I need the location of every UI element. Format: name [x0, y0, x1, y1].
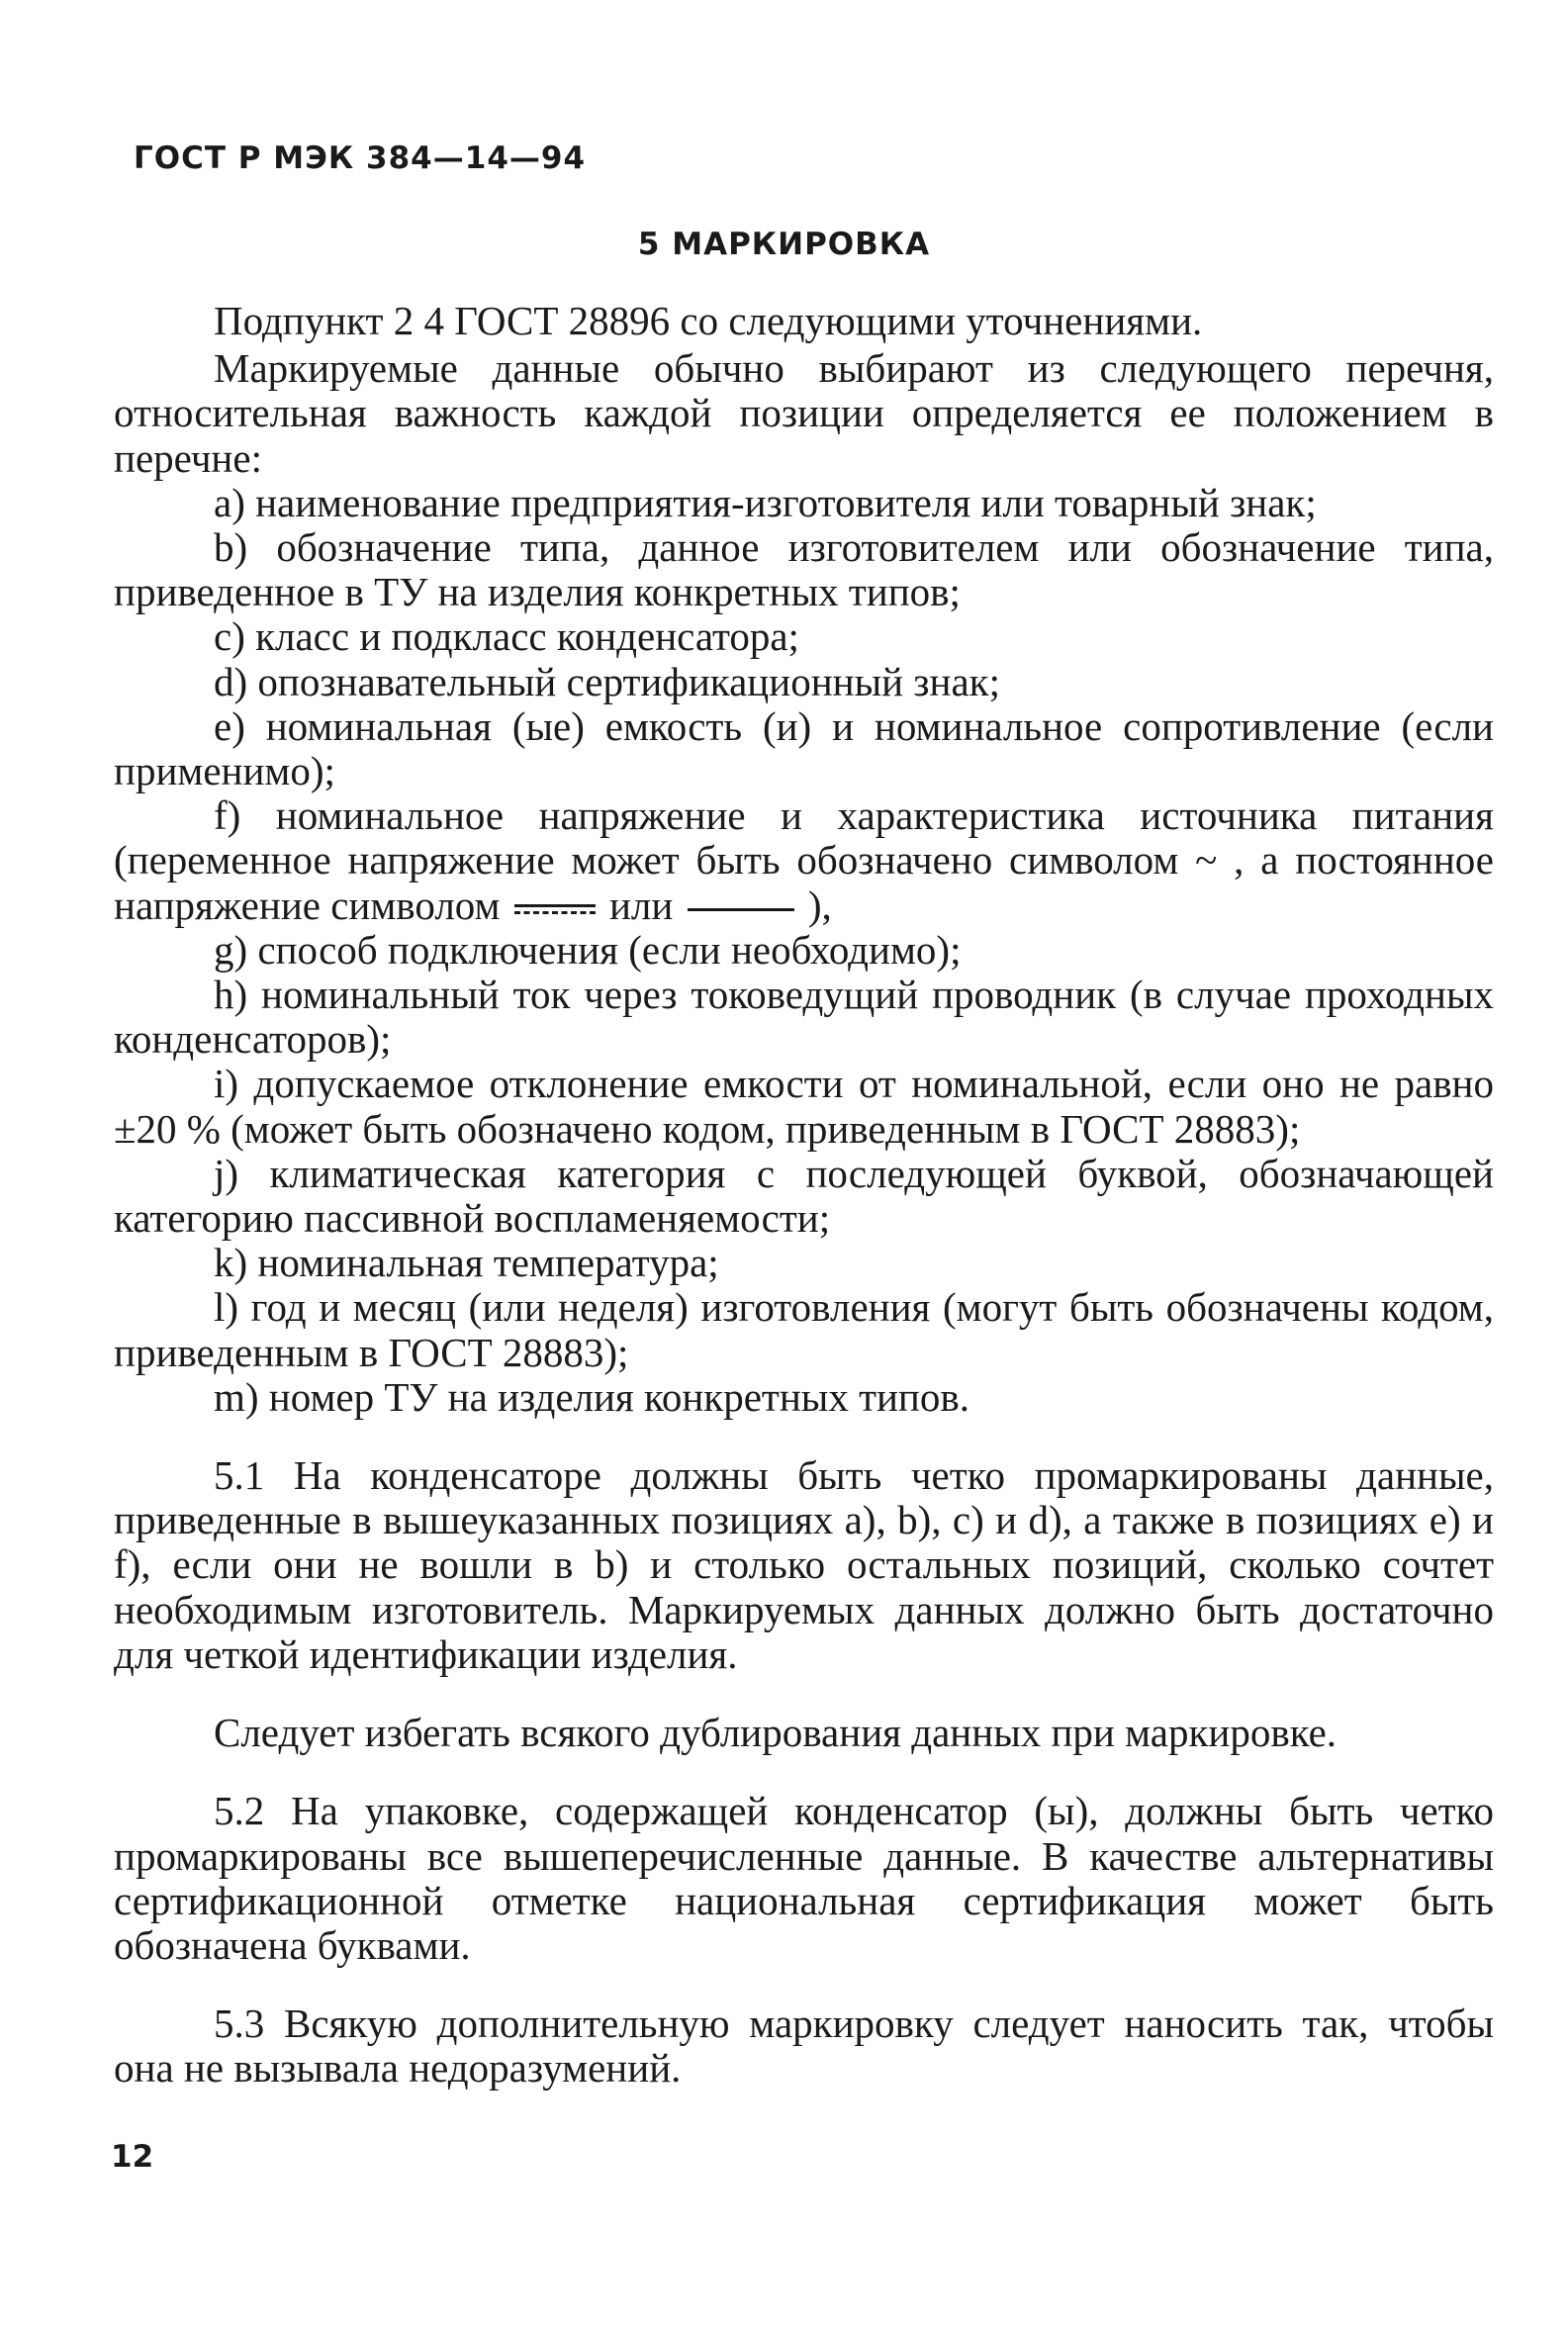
paragraph-5-1: 5.1 На конденсаторе должны быть четко промаркированы данные, приведенные в вышеуказанных позициях а), b), с) и d), а также в позициях е) и f), если они не вошли в b) и столько остальных позиций, сколько сочтет необходимым изготовитель. Маркируемых данных должно быть достаточно для четкой идентификации изделия. [114, 1452, 1494, 1677]
list-item-g: g) способ подключения (если необходимо); [214, 926, 962, 973]
direct-current-symbol-icon [514, 902, 596, 916]
document-body [114, 299, 1494, 2092]
list-item-f-text: f) номинальное напряжение и характеристика источника питания (переменное напряжение может быть обозначено символом ~ , а постоянное напряжение символом [114, 792, 1494, 928]
list-item-f [114, 793, 1494, 928]
list-item-k: k) номинальная температура; [214, 1240, 719, 1286]
list-item-b: b) обозначение типа, данное изготовителем или обозначение типа, приведенное в ТУ на изделия конкретных типов; [114, 524, 1494, 615]
standard-code-header: ГОСТ Р МЭК 384—14—94 [134, 140, 587, 176]
list-item-e: е) номинальная (ые) емкость (и) и номинальное сопротивление (если применимо); [114, 702, 1494, 794]
paragraph-5-3: 5.3 Всякую дополнительную маркировку следует наносить так, чтобы она не вызывала недоразумений. [114, 2000, 1494, 2092]
list-item-c: с) класс и подкласс конденсатора; [214, 613, 799, 660]
list-item-d: d) опознавательный сертификационный знак; [214, 658, 1000, 704]
page-number: 12 [111, 2139, 154, 2175]
list-item-l: l) год и месяц (или неделя) изготовления (могут быть обозначены кодом, приведенным в ГОСТ 28883); [114, 1284, 1494, 1375]
list-intro-paragraph: Маркируемые данные обычно выбирают из следующего перечня, относительная важность каждой позиции определяется ее положением в перечне: [114, 345, 1494, 481]
section-title: 5 МАРКИРОВКА [637, 227, 931, 262]
list-item-m: m) номер ТУ на изделия конкретных типов. [214, 1373, 969, 1420]
dc-line-symbol-icon [688, 908, 794, 911]
list-item-a: а) наименование предприятия-изготовителя или товарный знак; [214, 479, 1317, 525]
paragraph-5-2: 5.2 На упаковке, содержащей конденсатор (ы), должны быть четко промаркированы все вышеперечисленные данные. В качестве альтернативы сертификационной отметке национальная сертификация может быть обозначена буквами. [114, 1788, 1494, 1968]
list-item-j: j) климатическая категория с последующей буквой, обозначающей категорию пассивной воспламеняемости; [114, 1150, 1494, 1242]
list-item-f-end: ), [807, 882, 832, 928]
list-item-i: i) допускаемое отклонение емкости от номинальной, если оно не равно ±20 % (может быть обозначено кодом, приведенным в ГОСТ 28883); [114, 1061, 1494, 1152]
paragraph-duplication: Следует избегать всякого дублирования данных при маркировке. [214, 1710, 1337, 1756]
list-item-f-or: или [608, 882, 674, 928]
intro-paragraph: Подпункт 2 4 ГОСТ 28896 со следующими уточнениями. [214, 298, 1203, 343]
list-item-h: h) номинальный ток через токоведущий проводник (в случае проходных конденсаторов); [114, 972, 1494, 1063]
